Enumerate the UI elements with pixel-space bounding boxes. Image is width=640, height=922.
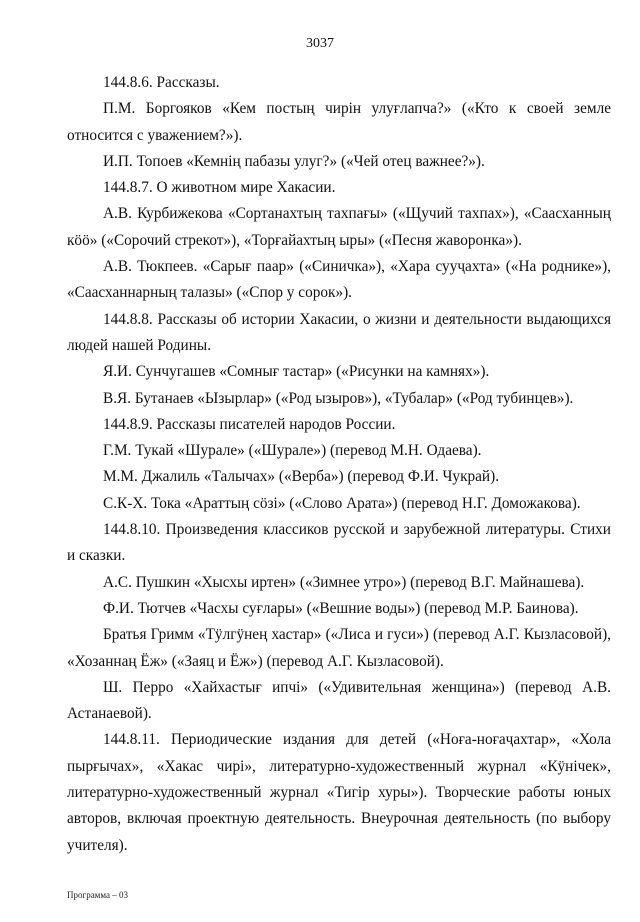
paragraph-borgoyakov: П.М. Боргояков «Кем постың чирін улуғлапча?» («Кто к своей земле относится с уважением?»). [67,100,611,144]
page-number: 3037 [306,36,334,51]
paragraph-tukay: Г.М. Тукай «Шурале» («Шурале») (перевод М.Н. Одаева). [103,442,482,460]
page-footer: Программа – 03 [67,890,129,900]
paragraph-kurbizhekova: А.В. Курбижекова «Сортанахтың тахпағы» («Щучий тахпах»), «Саасханның кӧӧ» («Сорочий стрекот»), «Торғайахтың ыры» («Песня жаворонка»). [67,205,611,249]
paragraph-butanaev: В.Я. Бутанаев «Ызырлар» («Род ызыров»), «Тубалар» («Род тубинцев»). [103,389,574,407]
paragraph-section-144-8-10: 144.8.10. Произведения классиков русской и зарубежной литературы. Стихи и сказки. [67,521,611,565]
paragraph-perro: Ш. Перро «Хайхастығ ипчі» («Удивительная женщина») (перевод А.В. Астанаевой). [67,678,611,723]
paragraph-section-144-8-9: 144.8.9. Рассказы писателей народов России. [103,415,396,433]
paragraph-pushkin: А.С. Пушкин «Хысхы иртен» («Зимнее утро») (перевод В.Г. Майнашева). [103,573,585,591]
paragraph-tyukpeev: А.В. Тюкпеев. «Сарығ паар» («Синичка»), «Хара сууҷахта» («На роднике»), «Саасханнарның талазы» («Спор у сорок»). [67,258,611,302]
paragraph-topoev: И.П. Топоев «Кемнің пабазы улуг?» («Чей отец важнее?»). [103,152,485,170]
paragraph-section-144-8-11: 144.8.11. Периодические издания для детей («Ноға-ноғаҷахтар», «Хола пырғычах», «Хакас чирі», литературно-художественный журнал «Кӱнічек», литературно-художественный журнал «Тигір хуры»). Творческие работы юных авторов, включая проектную деятельность. Внеурочная деятельность (по выбору учителя). [67,731,611,854]
paragraph-toka: С.К-Х. Тока «Араттың сӧзі» («Слово Арата») (перевод Н.Г. Доможакова). [103,494,581,512]
paragraph-section-144-8-7: 144.8.7. О животном мире Хакасии. [103,179,336,197]
document-body [67,70,611,859]
paragraph-sunchugashev: Я.И. Сунчугашев «Сомнығ тастар» («Рисунки на камнях»). [103,363,490,381]
paragraph-section-144-8-8: 144.8.8. Рассказы об истории Хакасии, о жизни и деятельности выдающихся людей нашей Родины. [67,310,611,354]
paragraph-dzhalil: М.М. Джалиль «Талычах» («Верба») (перевод Ф.И. Чукрай). [103,468,500,486]
paragraph-section-144-8-6: 144.8.6. Рассказы. [103,74,220,91]
paragraph-tyutchev: Ф.И. Тютчев «Часхы суғлары» («Вешние воды») (перевод М.Р. Баинова). [103,599,579,617]
paragraph-grimm: Братья Гримм «Тӱлгӱнең хастар» («Лиса и гуси») (перевод А.Г. Кызласовой), «Хозаннаң Ёж» («Заяц и Ёж») (перевод А.Г. Кызласовой). [67,626,611,670]
